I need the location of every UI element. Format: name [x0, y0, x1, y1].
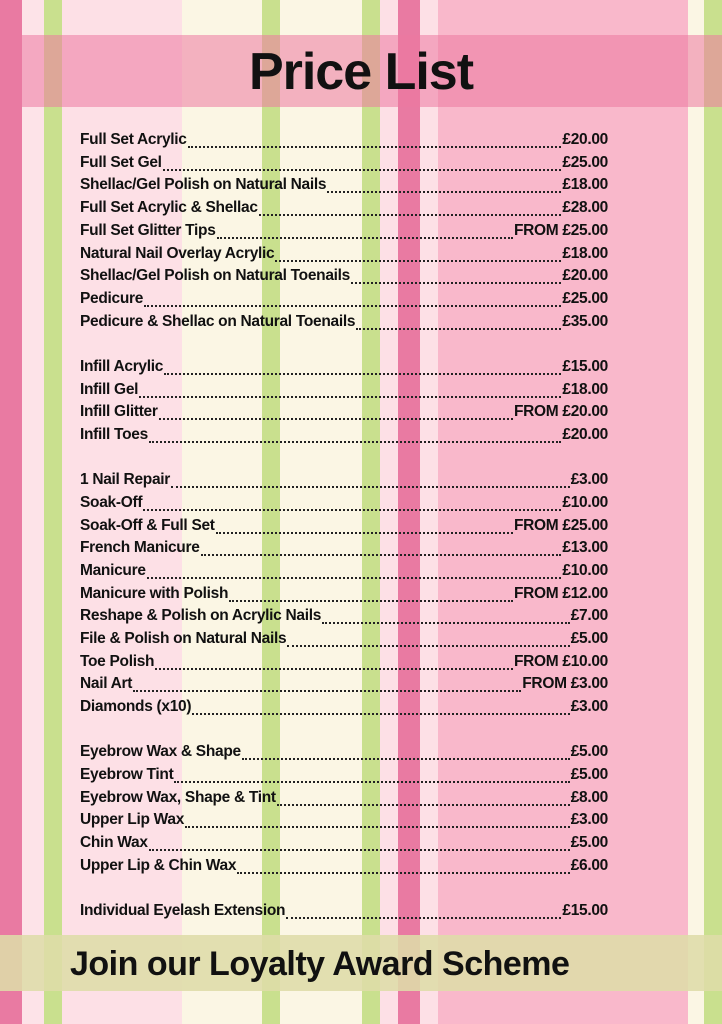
- price-item: [80, 199, 608, 221]
- dot-leader: [277, 804, 570, 806]
- service-name: Full Set Acrylic & Shellac: [80, 199, 258, 217]
- service-price: £6.00: [570, 856, 608, 874]
- service-name: Reshape & Polish on Acrylic Nails: [80, 607, 322, 625]
- service-name: Pedicure & Shellac on Natural Toenails: [80, 312, 356, 330]
- dot-leader: [185, 826, 570, 828]
- dot-leader: [322, 622, 570, 624]
- service-name: Diamonds (x10): [80, 698, 192, 716]
- service-price: £3.00: [570, 698, 608, 716]
- dot-leader: [192, 713, 569, 715]
- loyalty-banner: Join our Loyalty Award Scheme: [70, 945, 570, 983]
- service-price: FROM £12.00: [513, 584, 608, 602]
- price-item: [80, 902, 608, 924]
- dot-leader: [286, 917, 561, 919]
- dot-leader: [133, 690, 521, 692]
- stripe-cream-3: [688, 0, 704, 1024]
- price-item: [80, 698, 608, 720]
- dot-leader: [144, 305, 561, 307]
- service-price: £18.00: [562, 176, 608, 194]
- price-item: [80, 313, 608, 335]
- price-item: [80, 539, 608, 561]
- stripe-light-left: [22, 0, 44, 1024]
- price-item: [80, 585, 608, 607]
- dot-leader: [201, 554, 562, 556]
- dot-leader: [275, 260, 561, 262]
- price-item: [80, 267, 608, 289]
- price-item: [80, 607, 608, 629]
- service-name: French Manicure: [80, 539, 200, 557]
- service-price: £5.00: [570, 630, 608, 647]
- price-item: [80, 426, 608, 448]
- service-price: £18.00: [562, 244, 608, 262]
- service-price: £25.00: [562, 289, 608, 307]
- service-name: Eyebrow Tint: [80, 766, 174, 783]
- price-item: [80, 789, 608, 811]
- price-item: [80, 176, 608, 198]
- price-item: [80, 834, 608, 856]
- service-name: Individual Eyelash Extension: [80, 902, 286, 919]
- service-name: Full Set Gel: [80, 153, 162, 171]
- service-name: Shellac/Gel Polish on Natural Toenails: [80, 267, 350, 285]
- dot-leader: [217, 237, 513, 239]
- service-name: Infill Acrylic: [80, 357, 164, 375]
- dot-leader: [159, 418, 513, 420]
- dot-leader: [327, 191, 561, 193]
- service-price: £15.00: [562, 357, 608, 375]
- dot-leader: [174, 781, 569, 783]
- service-price: £20.00: [562, 267, 608, 285]
- dot-leader: [163, 169, 562, 171]
- service-name: Shellac/Gel Polish on Natural Nails: [80, 176, 327, 194]
- dot-leader: [155, 668, 513, 670]
- dot-leader: [351, 282, 561, 284]
- stripe-green-1: [44, 0, 62, 1024]
- service-price: FROM £20.00: [513, 403, 608, 421]
- service-name: Upper Lip Wax: [80, 811, 185, 829]
- dot-leader: [188, 146, 562, 148]
- service-name: Natural Nail Overlay Acrylic: [80, 244, 275, 262]
- dot-leader: [139, 396, 561, 398]
- dot-leader: [216, 532, 513, 534]
- service-name: Full Set Glitter Tips: [80, 221, 216, 239]
- stripe-pink-left: [0, 0, 22, 1024]
- service-price: £15.00: [562, 902, 608, 919]
- service-price: £8.00: [570, 788, 608, 806]
- price-item: [80, 494, 608, 516]
- service-name: 1 Nail Repair: [80, 471, 171, 489]
- service-name: Full Set Acrylic: [80, 131, 187, 148]
- service-price: £7.00: [570, 607, 608, 625]
- service-name: Eyebrow Wax, Shape & Tint: [80, 788, 276, 806]
- price-item: [80, 381, 608, 403]
- price-item: [80, 811, 608, 833]
- service-price: £5.00: [570, 766, 608, 783]
- dot-leader: [259, 214, 562, 216]
- page-title: Price List: [248, 43, 474, 101]
- service-name: Manicure: [80, 561, 146, 579]
- service-price: £28.00: [562, 199, 608, 217]
- service-name: Eyebrow Wax & Shape: [80, 743, 241, 761]
- service-name: Nail Art: [80, 675, 133, 693]
- dot-leader: [242, 758, 570, 760]
- price-item: [80, 245, 608, 267]
- price-item: [80, 675, 608, 697]
- stripe-green-right: [704, 0, 722, 1024]
- dot-leader: [171, 486, 570, 488]
- dot-leader: [287, 645, 569, 647]
- service-name: Infill Gel: [80, 380, 139, 398]
- service-price: FROM £10.00: [513, 652, 608, 670]
- dot-leader: [229, 600, 513, 602]
- price-item: [80, 222, 608, 244]
- service-price: FROM £3.00: [522, 675, 608, 693]
- price-item: [80, 358, 608, 380]
- service-price: £3.00: [570, 471, 608, 489]
- price-item: [80, 517, 608, 539]
- price-item: [80, 857, 608, 879]
- service-price: FROM £25.00: [513, 221, 608, 239]
- price-item: [80, 131, 608, 153]
- service-price: £3.00: [570, 811, 608, 829]
- service-price: FROM £25.00: [513, 516, 608, 534]
- price-item: [80, 403, 608, 425]
- service-price: £20.00: [562, 425, 608, 443]
- service-price: £13.00: [562, 539, 608, 557]
- service-name: Upper Lip & Chin Wax: [80, 856, 237, 874]
- service-price: £10.00: [562, 561, 608, 579]
- service-name: Chin Wax: [80, 834, 148, 852]
- price-item: [80, 562, 608, 584]
- service-name: Manicure with Polish: [80, 584, 229, 602]
- price-item: [80, 630, 608, 652]
- service-name: Toe Polish: [80, 652, 155, 670]
- dot-leader: [237, 872, 570, 874]
- dot-leader: [149, 441, 562, 443]
- service-name: Soak-Off & Full Set: [80, 516, 215, 534]
- service-name: Soak-Off: [80, 493, 143, 511]
- dot-leader: [143, 509, 561, 511]
- service-name: File & Polish on Natural Nails: [80, 630, 287, 647]
- price-item: [80, 154, 608, 176]
- service-price: £20.00: [562, 131, 608, 148]
- price-item: [80, 743, 608, 765]
- service-name: Infill Toes: [80, 425, 148, 443]
- service-price: £35.00: [562, 312, 608, 330]
- service-price: £10.00: [562, 493, 608, 511]
- dot-leader: [147, 577, 562, 579]
- service-price: £5.00: [570, 834, 608, 852]
- dot-leader: [149, 849, 570, 851]
- price-item: [80, 766, 608, 788]
- dot-leader: [164, 373, 561, 375]
- dot-leader: [356, 328, 561, 330]
- service-name: Pedicure: [80, 289, 144, 307]
- price-item: [80, 653, 608, 675]
- price-item: [80, 290, 608, 312]
- service-name: Infill Glitter: [80, 403, 158, 421]
- service-price: £25.00: [562, 153, 608, 171]
- price-item: [80, 471, 608, 493]
- service-price: £18.00: [562, 380, 608, 398]
- service-price: £5.00: [570, 743, 608, 761]
